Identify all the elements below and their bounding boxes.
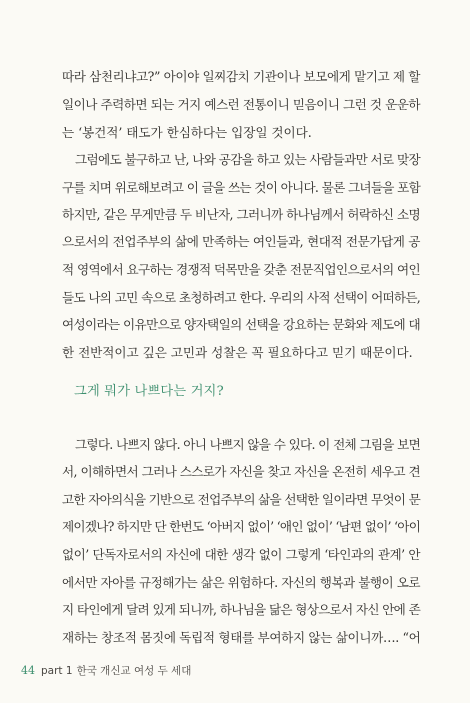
text-line: 재하는 창조적 몸짓에 독립적 형태를 부여하지 않는 삶이니까…. “어 (62, 630, 421, 645)
text-line: 그럼에도 불구하고 난, 나와 공감을 하고 있는 사람들과만 서로 맞장 (75, 152, 420, 167)
page-footer (21, 664, 191, 678)
text-line: 그렇다. 나쁘지 않다. 아니 나쁘지 않을 수 있다. 이 전체 그림을 보면 (75, 437, 420, 452)
text-line: 하지만, 같은 무게만큼 두 비난자, 그러니까 하나님께서 허락하신 소명 (62, 207, 420, 222)
part-label: part 1 (41, 665, 73, 677)
book-title: 한국 개신교 여성 두 세대 (76, 665, 192, 677)
text-line: 들도 나의 고민 속으로 초청하려고 한다. 우리의 사적 선택이 어떠하든, (62, 290, 420, 305)
text-line: 구를 치며 위로해보려고 이 글을 쓰는 것이 아니다. 물론 그녀들을 포함 (62, 180, 420, 195)
text-line: 제이겠나? 하지만 단 한번도 ‘아버지 없이’ ‘애인 없이’ ‘남편 없이’ ‘아이 (62, 519, 421, 534)
text-line: 적 영역에서 요구하는 경쟁적 덕목만을 갖춘 전문직업인으로서의 여인 (62, 262, 420, 277)
text-line: 에서만 자아를 규정해가는 삶은 위험하다. 자신의 행복과 불행이 오로 (62, 575, 420, 590)
page-number: 44 (21, 664, 35, 677)
text-line: 고한 자아의식을 기반으로 전업주부의 삶을 선택한 일이라면 무엇이 문 (62, 492, 420, 507)
text-line: 한 전반적이고 깊은 고민과 성찰은 꼭 필요하다고 믿기 때문이다. (62, 345, 413, 360)
text-line: 여성이라는 이유만으로 양자택일의 선택을 강요하는 문화와 제도에 대 (62, 317, 420, 332)
section-heading: 그게 뭐가 나쁘다는 거지? (74, 384, 224, 399)
text-line: 는 ‘봉건적’ 태도가 한심하다는 입장일 것이다. (62, 125, 312, 140)
text-line: 으로서의 전업주부의 삶에 만족하는 여인들과, 현대적 전문가답게 공 (62, 234, 420, 249)
text-line: 서, 이해하면서 그러나 스스로가 자신을 찾고 자신을 온전히 세우고 견 (62, 464, 420, 479)
text-line: 따라 삼천리냐고?” 아이야 일찌감치 기관이나 보모에게 맡기고 제 할 (62, 69, 420, 84)
text-line: 없이’ 단독자로서의 자신에 대한 생각 없이 그렇게 ‘타인과의 관계’ 안 (62, 547, 420, 562)
text-line: 일이나 주력하면 되는 거지 예스런 전통이니 믿음이니 그런 것 운운하 (62, 97, 420, 112)
text-line: 지 타인에게 달려 있게 되니까, 하나님을 닮은 형상으로서 자신 안에 존 (62, 602, 420, 617)
